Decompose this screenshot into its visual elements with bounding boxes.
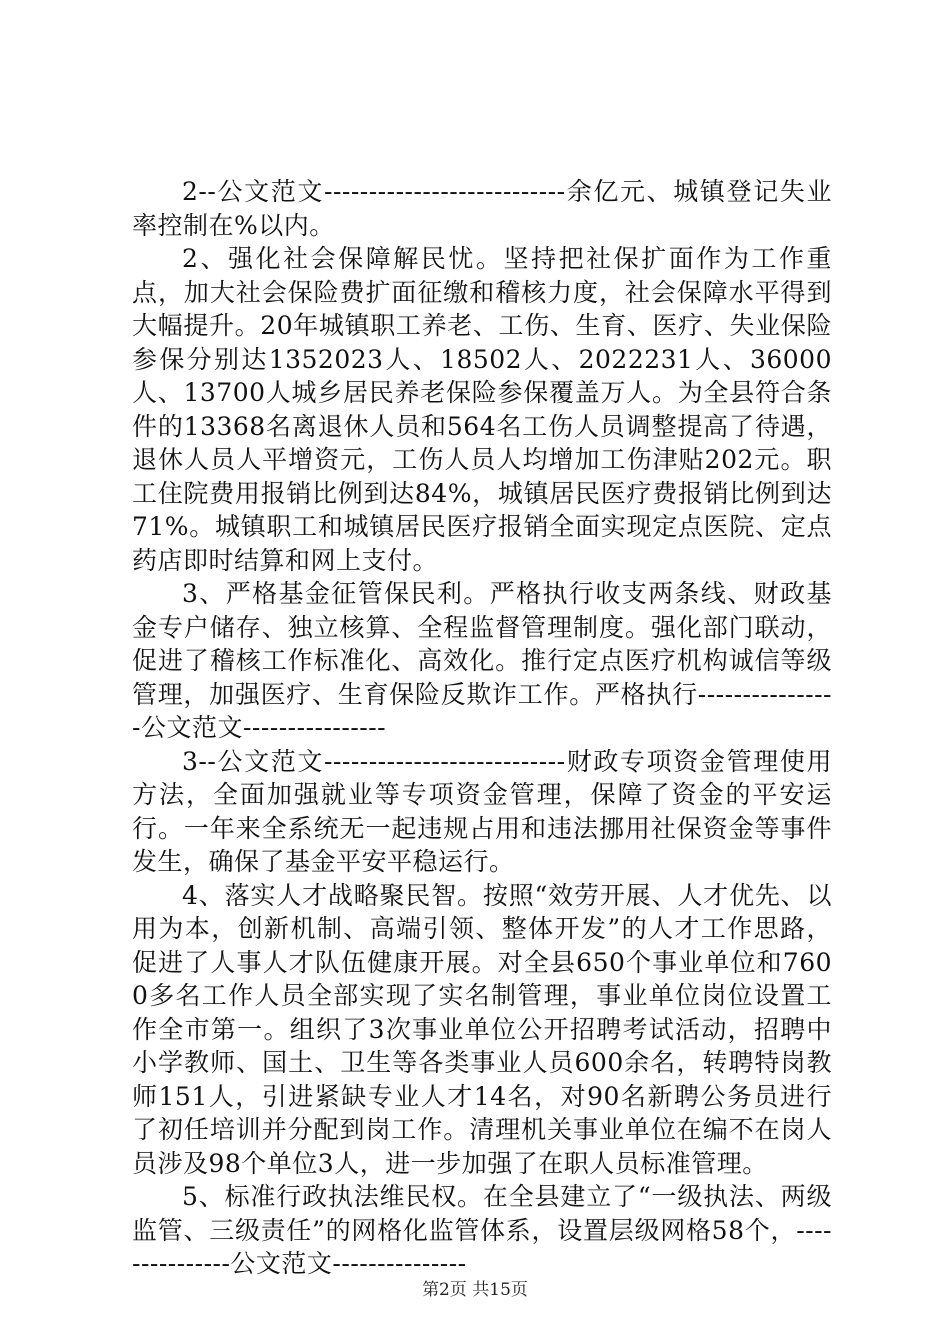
paragraph: 2--公文范文---------------------------余亿元、城镇登记失业率控制在%以内。 xyxy=(132,177,832,240)
paragraph: 5、标准行政执法维民权。在全县建立了“一级执法、两级监管、三级责任”的网格化监管体系，设置层级网格58个，---------------公文范文--------------- xyxy=(132,1182,832,1278)
document-body xyxy=(132,175,832,1281)
paragraph: 3、严格基金征管保民利。严格执行收支两条线、财政基金专户储存、独立核算、全程监督管理制度。强化部门联动，促进了稽核工作标准化、高效化。推行定点医疗机构诚信等级管理，加强医疗、生育保险反欺诈工作。严格执行----------------公文范文---------------- xyxy=(132,579,832,742)
paragraph: 2、强化社会保障解民忧。坚持把社保扩面作为工作重点，加大社会保险费扩面征缴和稽核力度，社会保障水平得到大幅提升。20年城镇职工养老、工伤、生育、医疗、失业保险参保分别达1352023人、18502人、2022231人、36000人、13700人城乡居民养老保险参保覆盖万人。为全县符合条件的13368名离退休人员和564名工伤人员调整提高了待遇，退休人员人平增资元，工伤人员人均增加工伤津贴202元。职工住院费用报销比例到达84%，城镇居民医疗费报销比例到达71%。城镇职工和城镇居民医疗报销全面实现定点医院、定点药店即时结算和网上支付。 xyxy=(132,244,832,575)
page-number-footer: 第2页 共15页 xyxy=(422,1280,528,1300)
paragraph: 3--公文范文---------------------------财政专项资金管理使用方法，全面加强就业等专项资金管理，保障了资金的平安运行。一年来全系统无一起违规占用和违法挪用社保资金等事件发生，确保了基金平安平稳运行。 xyxy=(132,746,832,876)
paragraph: 4、落实人才战略聚民智。按照“效劳开展、人才优先、以用为本，创新机制、高端引领、整体开发”的人才工作思路，促进了人事人才队伍健康开展。对全县650个事业单位和7600多名工作人员全部实现了实名制管理，事业单位岗位设置工作全市第一。组织了3次事业单位公开招聘考试活动，招聘中小学教师、国土、卫生等各类事业人员600余名，转聘特岗教师151人，引进紧缺专业人才14名，对90名新聘公务员进行了初任培训并分配到岗工作。清理机关事业单位在编不在岗人员涉及98个单位3人，进一步加强了在职人员标准管理。 xyxy=(132,880,832,1178)
